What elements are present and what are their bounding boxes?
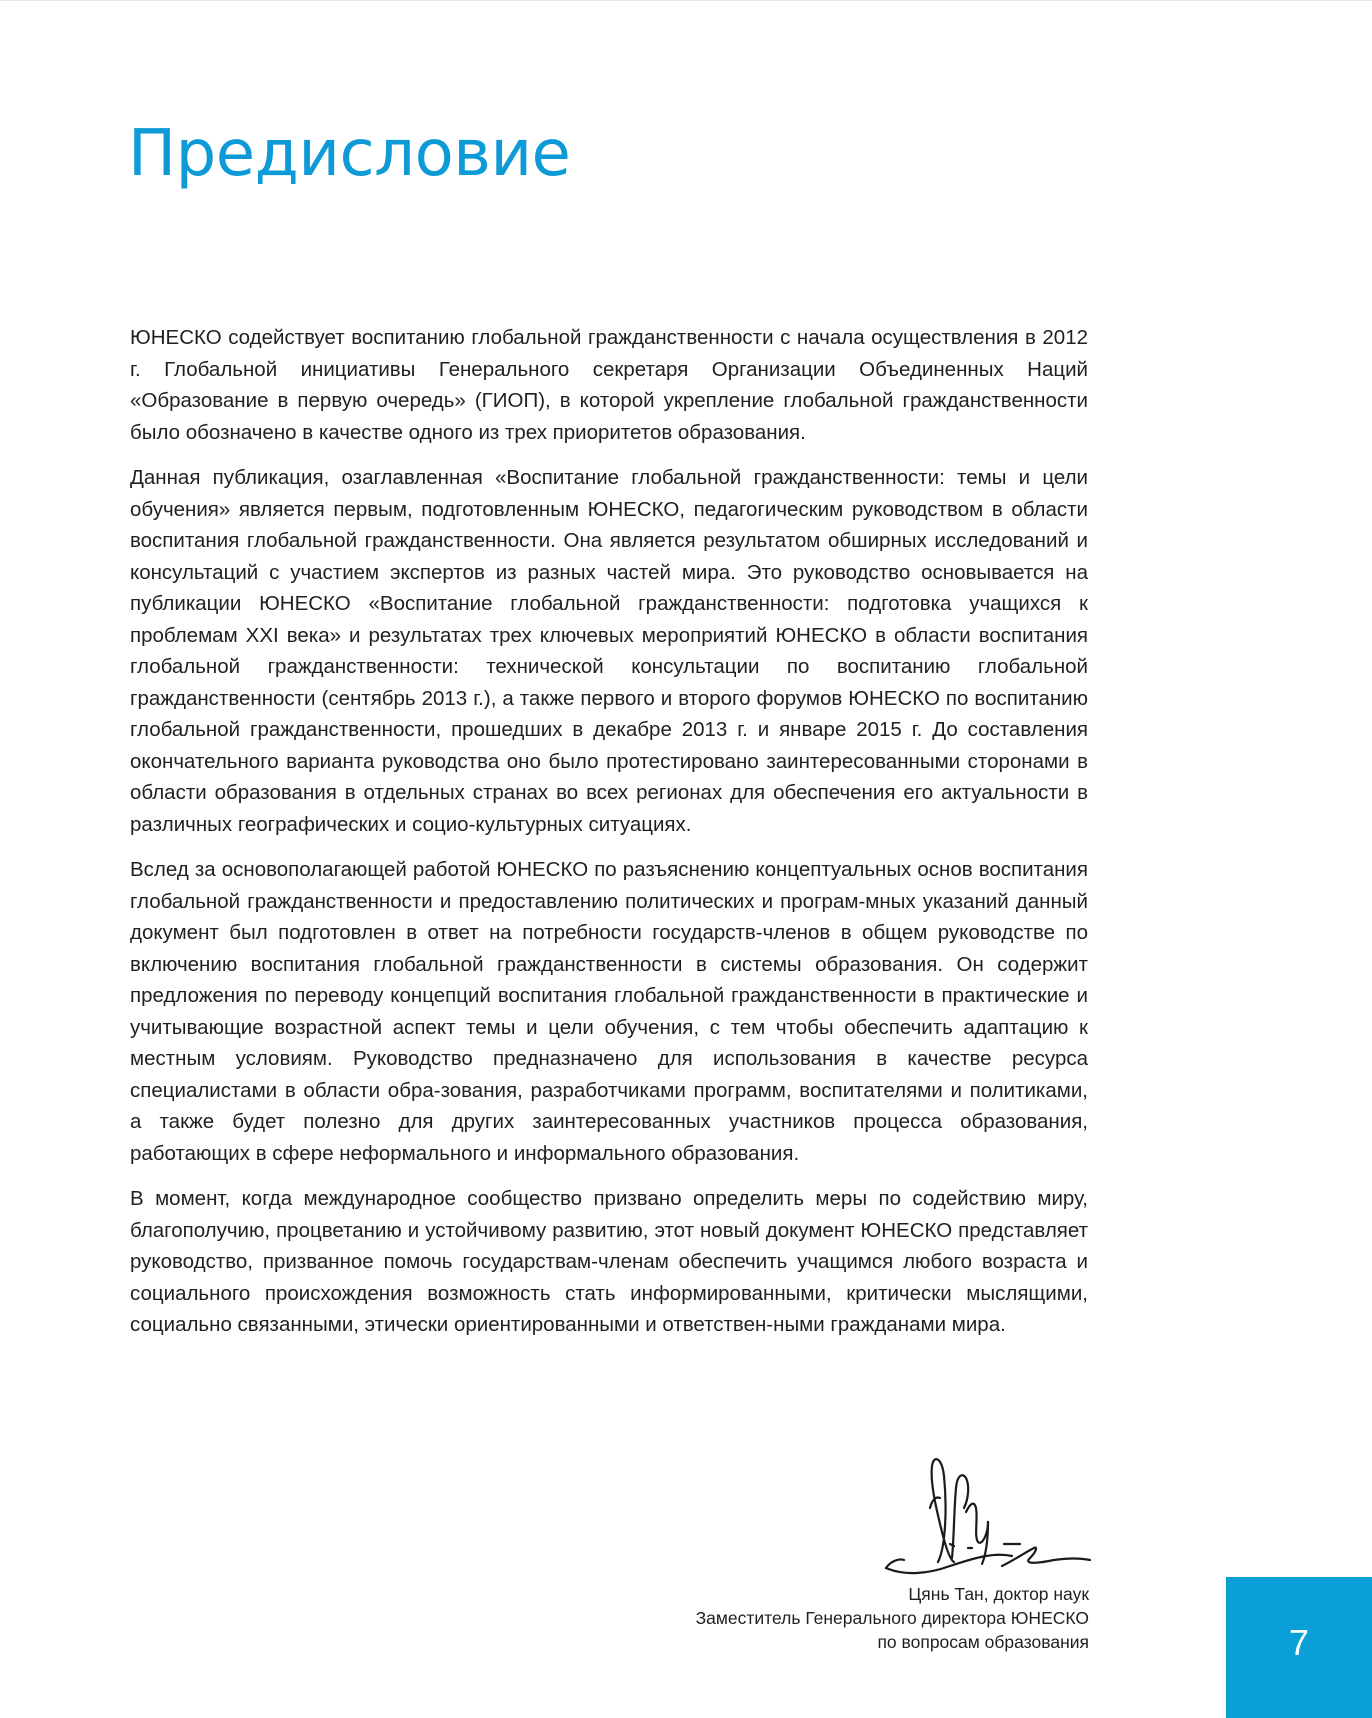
- body-text: [130, 322, 1088, 1355]
- page-number-box: [1226, 1577, 1372, 1718]
- paragraph-4: В момент, когда международное сообщество призвано определить меры по содействию миру, благополучию, процветанию и устойчивому развитию, этот новый документ ЮНЕСКО представляет руководство, призванное помочь государствам-членам обеспечить учащимся любого возраста и социального происхождения возможность стать информированными, критически мыслящими, социально связанными, этически ориентированными и ответствен-ными гражданами мира.: [130, 1187, 1088, 1336]
- paragraph-1: ЮНЕСКО содействует воспитанию глобальной гражданственности с начала осуществления в 2012 г. Глобальной инициативы Генерального секретаря Организации Объединенных Наций «Образование в первую очередь» (ГИОП), в которой укрепление глобальной гражданственности было обозначено в качестве одного из трех приоритетов образования.: [130, 326, 1088, 444]
- paragraph-3: Вслед за основополагающей работой ЮНЕСКО по разъяснению концептуальных основ воспитания глобальной гражданственности и предоставлению политических и програм-мных указаний данный документ был подготовлен в ответ на потребности государств-членов в общем руководстве по включению воспитания глобальной гражданственности в системы образования. Он содержит предложения по переводу концепций воспитания глобальной гражданственности в практические и учитывающие возрастной аспект темы и цели обучения, с тем чтобы обеспечить адаптацию к местным условиям. Руководство предназначено для использования в качестве ресурса специалистами в области обра-зования, разработчиками программ, воспитателями и политиками, а также будет полезно для других заинтересованных участников процесса образования, работающих в сфере неформального и информального образования.: [130, 858, 1088, 1165]
- signatory-position: Заместитель Генерального директора ЮНЕСКО: [695, 1608, 1089, 1628]
- top-rule: [0, 0, 1372, 1]
- signatory-name: Цянь Тан, доктор наук: [908, 1584, 1089, 1604]
- signature-icon: [884, 1448, 1094, 1576]
- page-number: 7: [1288, 1622, 1310, 1663]
- signatory-block: [696, 1582, 1089, 1654]
- page-title: Предисловие: [128, 117, 571, 191]
- signatory-department: по вопросам образования: [877, 1632, 1089, 1652]
- paragraph-2: Данная публикация, озаглавленная «Воспитание глобальной гражданственности: темы и цели обучения» является первым, подготовленным ЮНЕСКО, педагогическим руководством в области воспитания глобальной гражданственности. Она является результатом обширных исследований и консультаций с участием экспертов из разных частей мира. Это руководство основывается на публикации ЮНЕСКО «Воспитание глобальной гражданственности: подготовка учащихся к проблемам XXI века» и результатах трех ключевых мероприятий ЮНЕСКО в области воспитания глобальной гражданственности: технической консультации по воспитанию глобальной гражданственности (сентябрь 2013 г.), а также первого и второго форумов ЮНЕСКО по воспитанию глобальной гражданственности, прошедших в декабре 2013 г. и январе 2015 г. До составления окончательного варианта руководства оно было протестировано заинтересованными сторонами в области образования в отдельных странах во всех регионах для обеспечения его актуальности в различных географических и социо-культурных ситуациях.: [130, 466, 1088, 836]
